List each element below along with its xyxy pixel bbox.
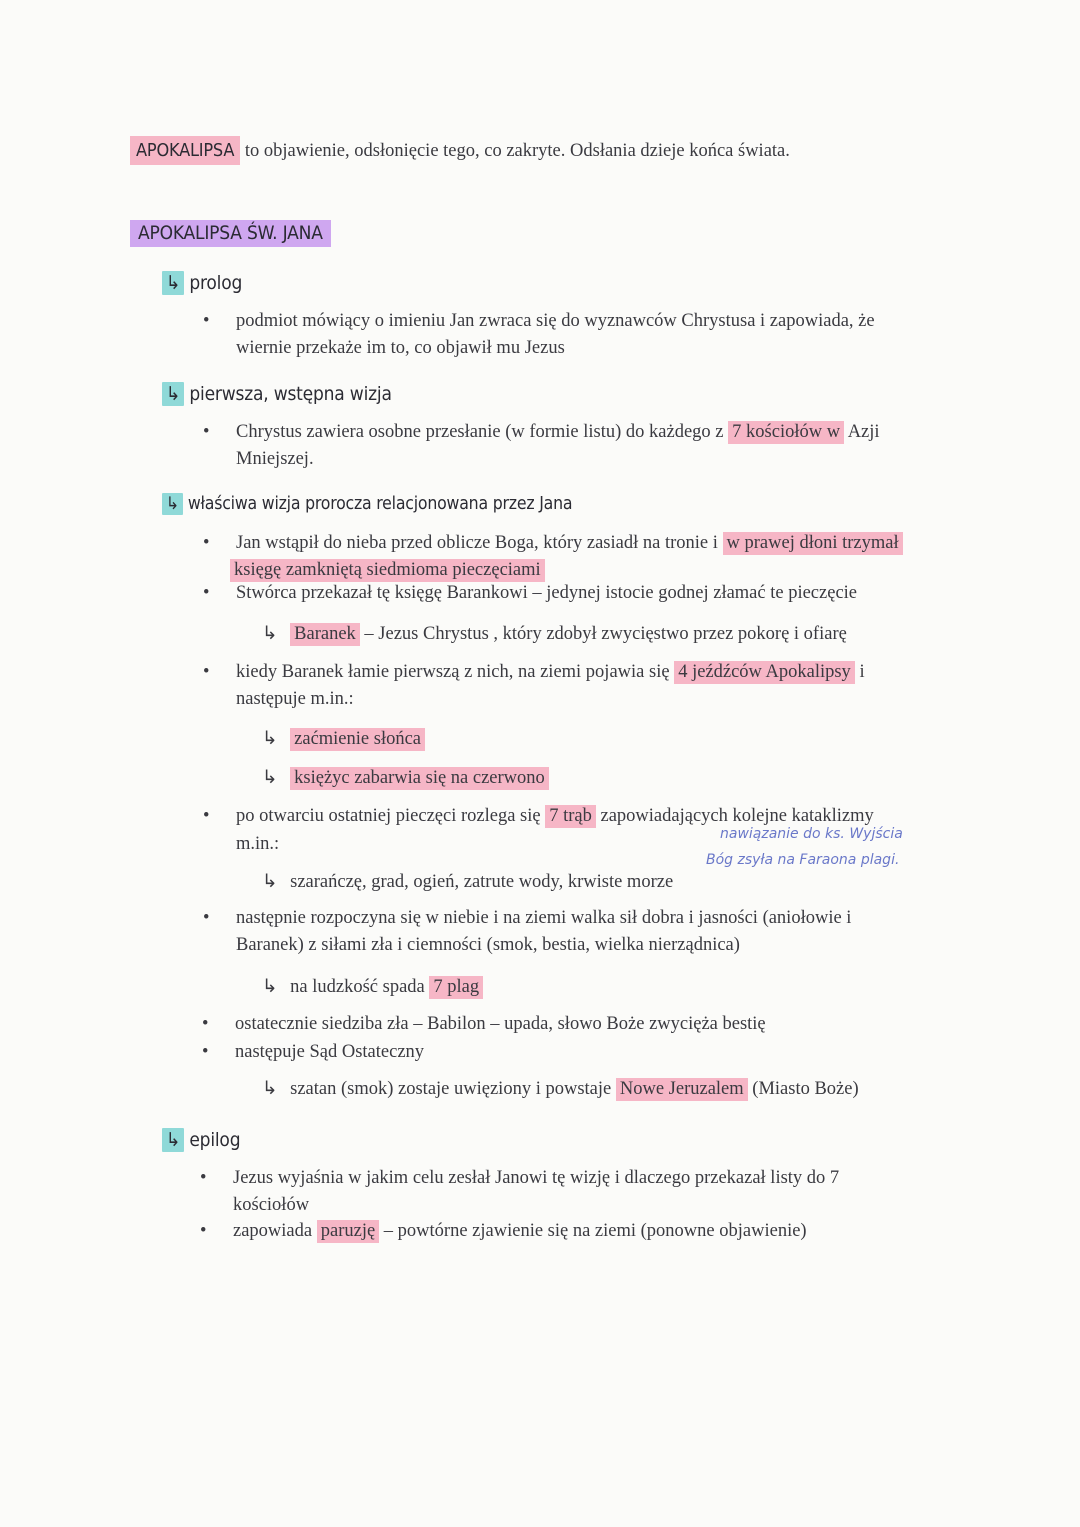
bullet-main-2: • Stwórca przekazał tę księgę Barankowi – jedynej istocie godnej złamać te pieczęcie (236, 583, 857, 604)
bullet-first-vision-line1 (236, 422, 880, 443)
main-5-line2: Baranek) z siłami zła i ciemności (smok, bestia, wielka nierządnica) (236, 935, 740, 955)
section-heading-prolog (162, 272, 242, 294)
heading-text: właściwa wizja prorocza relacjonowana przez Jana (187, 494, 573, 514)
epilog-1-line2: kościołów (233, 1195, 310, 1215)
highlight-new-jerusalem: Nowe Jeruzalem (616, 1078, 748, 1101)
arrow-icon: ↳ (262, 872, 278, 892)
main-4-line2: m.in.: (236, 834, 280, 854)
text: zapowiadających kolejne kataklizmy (600, 806, 874, 826)
sub-main-5 (262, 976, 483, 998)
text: Jan wstąpił do nieba przed oblicze Boga, który zasiadł na tronie i (236, 533, 718, 553)
bullet-main-1 (236, 533, 903, 554)
arrow-icon: ↳ (162, 1128, 184, 1152)
arrow-icon: ↳ (262, 977, 278, 997)
highlight-baranek: Baranek (290, 623, 360, 646)
arrow-icon: ↳ (162, 493, 183, 515)
text: kiedy Baranek łamie pierwszą z nich, na ziemi pojawia się (236, 662, 670, 682)
section-heading-epilog (162, 1129, 240, 1151)
bullet-main-3 (236, 662, 865, 683)
text: na ludzkość spada (290, 977, 425, 997)
highlight-right-hand: w prawej dłoni trzymał (723, 532, 903, 555)
highlight-seven-plagues: 7 plag (429, 976, 483, 999)
text: i (859, 662, 865, 682)
arrow-icon: ↳ (262, 1079, 278, 1099)
bullet-epilog-2 (233, 1221, 807, 1242)
highlight-four-horsemen: 4 jeźdźców Apokalipsy (674, 661, 855, 684)
arrow-icon: ↳ (262, 624, 278, 644)
highlight-7-churches: 7 kościołów w (728, 421, 844, 444)
bullet-main-6: • ostatecznie siedziba zła – Babilon – upada, słowo Boże zwycięża bestię (235, 1014, 766, 1035)
text: Chrystus zawiera osobne przesłanie (w formie listu) do każdego z (236, 422, 724, 442)
highlight-parousia: paruzję (317, 1220, 379, 1243)
handwritten-note-line1: nawiązanie do ks. Wyjścia (720, 826, 903, 842)
bullet-main-4 (236, 806, 874, 827)
arrow-icon: ↳ (262, 768, 278, 788)
text: szarańczę, grad, ogień, zatrute wody, krwiste morze (290, 872, 674, 892)
arrow-icon: ↳ (162, 382, 184, 406)
text: (Miasto Boże) (752, 1079, 859, 1099)
bullet-main-5: • następnie rozpoczyna się w niebie i na ziemi walka sił dobra i jasności (aniołowie i (236, 908, 851, 929)
heading-text: pierwsza, wstępna wizja (189, 383, 392, 405)
term-apokalipsa: APOKALIPSA (130, 136, 240, 165)
bullet-prolog-line1: • podmiot mówiący o imieniu Jan zwraca się do wyznawców Chrystusa i zapowiada, że (236, 311, 875, 332)
main-1-line2 (230, 560, 545, 581)
highlight-red-moon: księżyc zabarwia się na czerwono (290, 767, 549, 790)
text: szatan (smok) zostaje uwięziony i powstaje (290, 1079, 612, 1099)
sub-main-7 (262, 1078, 859, 1100)
bullet-epilog-1: • Jezus wyjaśnia w jakim celu zesłał Janowi tę wizję i dlaczego przekazał listy do 7 (233, 1168, 839, 1189)
arrow-icon: ↳ (262, 729, 278, 749)
intro-definition: to objawienie, odsłonięcie tego, co zakryte. Odsłania dzieje końca świata. (244, 141, 790, 161)
intro-line (130, 140, 790, 162)
highlight-seven-trumpets: 7 trąb (545, 805, 596, 828)
heading-text: epilog (189, 1129, 241, 1151)
section-heading-first-vision (162, 383, 392, 405)
text: po otwarciu ostatniej pieczęci rozlega się (236, 806, 541, 826)
text: – powtórne zjawienie się na ziemi (ponowne objawienie) (383, 1221, 807, 1241)
text: Azji (847, 422, 880, 442)
page-title-text: APOKALIPSA ŚW. JANA (130, 220, 331, 247)
prolog-line2: wiernie przekaże im to, co objawił mu Jezus (236, 338, 565, 358)
text: zapowiada (233, 1221, 313, 1241)
arrow-icon: ↳ (162, 271, 184, 295)
heading-text: prolog (189, 272, 243, 294)
bullet-main-7: • następuje Sąd Ostateczny (235, 1042, 424, 1063)
highlight-eclipse: zaćmienie słońca (290, 728, 425, 751)
section-heading-main-vision (162, 494, 572, 514)
sub-main-3b (262, 767, 549, 789)
first-vision-line2: Mniejszej. (236, 449, 314, 469)
sub-main-2 (262, 623, 847, 645)
handwritten-note-line2: Bóg zsyła na Faraona plagi. (706, 852, 900, 868)
main-3-line2: następuje m.in.: (236, 689, 354, 709)
page-title (130, 222, 331, 244)
text: – Jezus Chrystus , który zdobył zwycięstwo przez pokorę i ofiarę (364, 624, 847, 644)
sub-main-4 (262, 871, 673, 893)
highlight-sealed-book: księgę zamkniętą siedmioma pieczęciami (230, 559, 545, 582)
sub-main-3a (262, 728, 425, 750)
